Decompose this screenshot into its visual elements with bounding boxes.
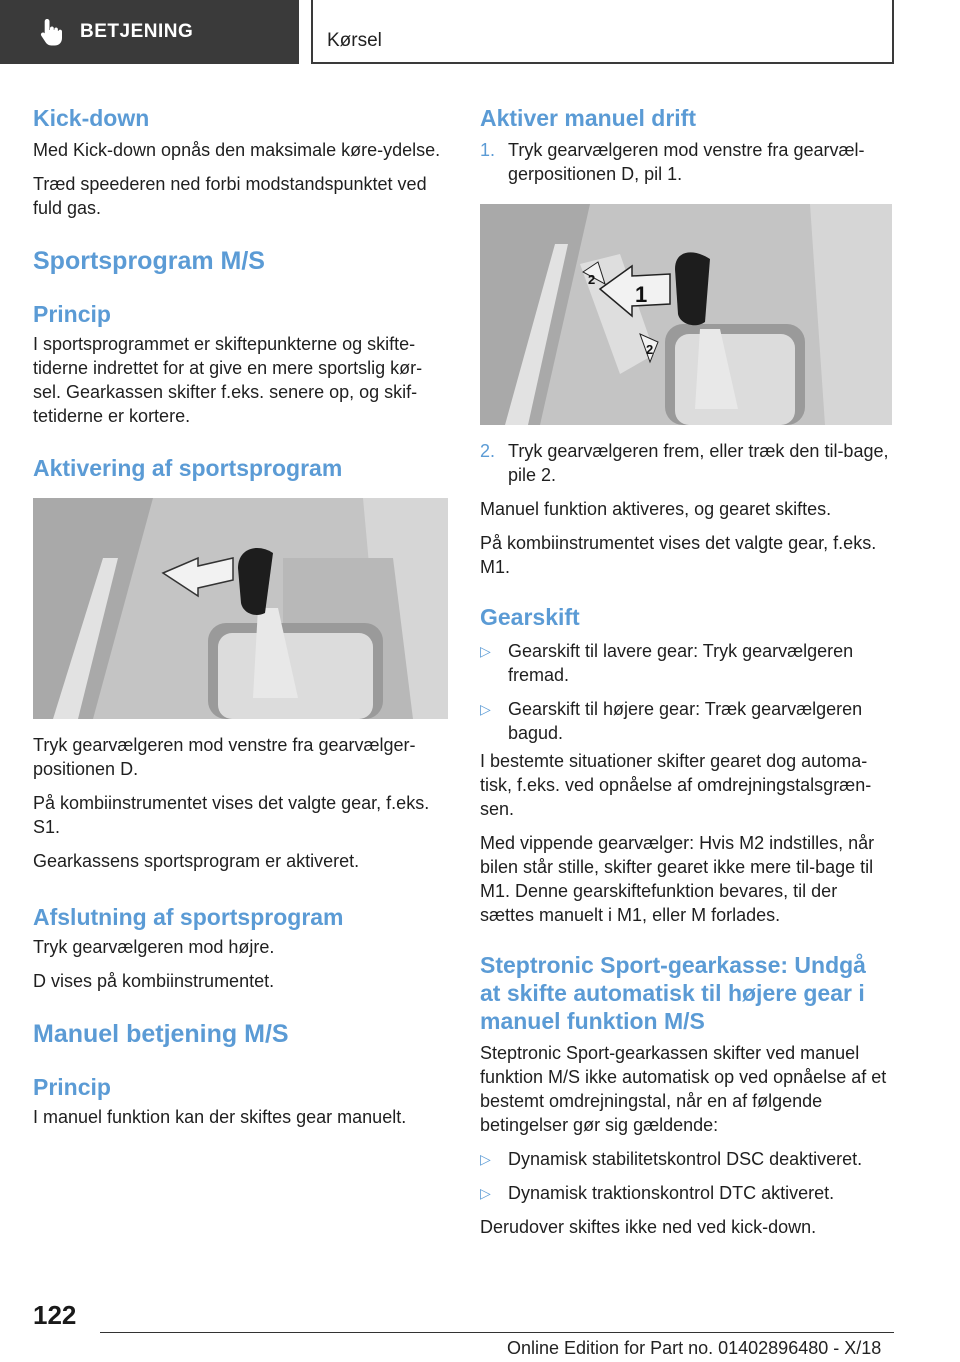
triangle-bullet-icon: ▷ [480,643,491,659]
princip-heading-1: Princip [33,301,111,327]
step-2-number: 2. [480,441,496,461]
triangle-bullet-icon: ▷ [480,1185,491,1201]
right-column [480,98,892,1239]
princip-paragraph-1: I sportsprogrammet er skiftepunkterne og skifte-tiderne indrettet for at give en mere sportslig kør-sel. Gearkassen skifter f.eks. senere op, og skif-tetiderne er kortere. [33,334,423,426]
aktivering-paragraph-3: Gearkassens sportsprogram er aktiveret. [33,851,360,871]
gearskift-bullet-2 [480,697,892,745]
chapter-label: Kørsel [327,30,382,51]
arrow-2-label-top: 2 [588,272,596,287]
aktiver-manuel-heading: Aktiver manuel drift [480,105,696,131]
section-tab [0,0,299,64]
footer-edition: Online Edition for Part no. 01402896480 - X/18 [507,1338,882,1358]
steptronic-paragraph: Steptronic Sport-gearkassen skifter ved manuel funktion M/S ikke automatisk op ved opnåelse af et bestemt omdrejningstal, når en af følgende betingelser gør sig gældende: [480,1043,887,1135]
hand-pointer-icon [38,17,66,47]
sportsprogram-heading: Sportsprogram M/S [33,247,265,275]
manuel-paragraph-1: Manuel funktion aktiveres, og gearet skiftes. [480,499,832,519]
gearskift-bullet-1 [480,639,892,687]
gearskift-paragraph-2: Med vippende gearvælger: Hvis M2 indstilles, når bilen står stille, skifter gearet ikke mere til-bage til M1. Denne gearskiftefunktion bevares, til der sættes manuelt i M1, eller M forlades. [480,833,875,925]
steptronic-bullet-2-text: Dynamisk traktionskontrol DTC aktiveret. [508,1183,835,1203]
left-column [33,98,448,1129]
kickdown-paragraph-2: Træd speederen ned forbi modstandspunktet ved fuld gas. [33,174,427,218]
afslutning-paragraph-2: D vises på kombiinstrumentet. [33,971,275,991]
chapter-header [311,0,894,64]
step-2-text: Tryk gearvælgeren frem, eller træk den til-bage, pile 2. [508,441,889,485]
gear-selector-arrows-illustration [480,204,892,425]
gear-selector-illustration [33,498,448,719]
steptronic-bullet-1 [480,1147,892,1171]
steptronic-paragraph-2: Derudover skiftes ikke ned ved kick-down. [480,1217,817,1237]
arrow-2-label-bottom: 2 [646,342,654,357]
afslutning-heading: Afslutning af sportsprogram [33,904,344,930]
page-number: 122 [33,1300,77,1330]
step-1-number: 1. [480,140,496,160]
step-1-text: Tryk gearvælgeren mod venstre fra gearvæl-gerpositionen D, pil 1. [508,140,865,184]
step-2 [480,439,892,487]
manuel-betjening-heading: Manuel betjening M/S [33,1020,289,1048]
gearskift-paragraph-1: I bestemte situationer skifter gearet dog automa-tisk, f.eks. ved opnåelse af omdrejningstalsgræn-sen. [480,751,872,819]
kickdown-paragraph-1: Med Kick-down opnås den maksimale køre-ydelse. [33,140,441,160]
afslutning-paragraph-1: Tryk gearvælgeren mod højre. [33,937,275,957]
gear-selector-figure-left [33,498,448,719]
section-label: BETJENING [80,21,194,42]
steptronic-heading: Steptronic Sport-gearkasse: Undgå at skifte automatisk til højere gear i manuel funktion M/S [480,952,866,1034]
princip-paragraph-2: I manuel funktion kan der skiftes gear manuelt. [33,1107,407,1127]
gearskift-bullet-2-text: Gearskift til højere gear: Træk gearvælgeren bagud. [508,699,863,743]
kickdown-heading: Kick-down [33,105,150,131]
footer-divider [100,1332,894,1333]
steptronic-bullet-2 [480,1181,892,1205]
step-1 [480,138,892,186]
triangle-bullet-icon: ▷ [480,701,491,717]
gear-selector-figure-right [480,204,892,425]
manuel-paragraph-2: På kombiinstrumentet vises det valgte gear, f.eks. M1. [480,533,877,577]
aktivering-paragraph-1: Tryk gearvælgeren mod venstre fra gearvælger-positionen D. [33,735,416,779]
princip-heading-2: Princip [33,1074,111,1100]
arrow-1-label: 1 [635,282,648,307]
gearskift-heading: Gearskift [480,604,580,630]
gearskift-bullet-1-text: Gearskift til lavere gear: Tryk gearvælgeren fremad. [508,641,854,685]
triangle-bullet-icon: ▷ [480,1151,491,1167]
steptronic-bullet-1-text: Dynamisk stabilitetskontrol DSC deaktiveret. [508,1149,863,1169]
aktivering-paragraph-2: På kombiinstrumentet vises det valgte gear, f.eks. S1. [33,793,430,837]
aktivering-heading: Aktivering af sportsprogram [33,455,343,481]
